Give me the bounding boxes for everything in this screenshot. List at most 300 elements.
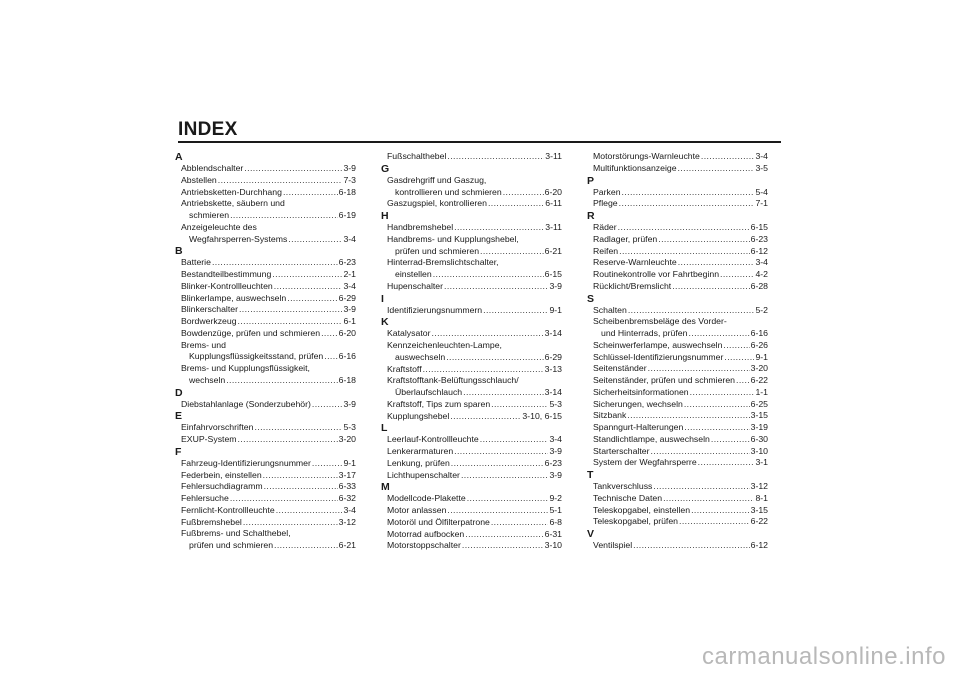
dot-leader [619,198,755,210]
dot-leader [423,364,544,376]
dot-leader [491,517,549,529]
dot-leader [467,493,549,505]
index-entry-line [387,399,562,411]
page-reference: 6-23 [544,457,562,468]
index-term: Technische Daten [593,492,663,503]
index-entry [387,175,562,199]
index-entry [181,293,356,305]
page-reference: 3-14 [544,387,562,397]
index-entry-line [593,540,768,552]
index-entry-line [181,304,356,316]
dot-leader [283,187,338,199]
index-entry-line [181,222,356,234]
index-term: Teleskopgabel, prüfen [593,516,679,527]
index-letter-heading: R [587,210,595,222]
index-entry [593,387,768,399]
index-letter-heading: B [175,245,183,258]
page-reference: 3-11 [545,222,562,232]
index-term: Reserve-Warnleuchte [593,257,677,268]
index-entry-line [181,234,356,246]
page-reference: 9-2 [549,493,562,504]
page-reference: 5-3 [343,422,356,433]
index-entry [181,175,356,187]
index-entry-line [387,517,562,529]
page-reference: 6-29 [544,351,562,362]
index-entry-line [181,187,356,199]
index-term: auswechseln [395,351,446,362]
index-entry [181,481,356,493]
dot-leader [465,529,543,541]
page-reference: 6-31 [544,528,562,539]
index-term: System der Wegfahrsperre [593,457,697,468]
index-entry-line [593,234,768,246]
index-entry-line [593,375,768,387]
dot-leader [238,316,343,328]
index-entry-line [593,257,768,269]
index-term: Kraftstoff [387,363,422,374]
page-reference: 3-14 [544,328,562,339]
index-letter-heading: S [587,292,595,305]
dot-leader [658,234,749,246]
index-letter-heading: I [381,292,384,305]
dot-leader [736,375,750,387]
dot-leader [688,328,749,340]
page-reference: 6-15 [544,269,562,279]
page-reference: 3-1 [755,457,768,468]
dot-leader [288,234,342,246]
page-reference: 9-1 [343,457,356,468]
dot-leader [230,210,338,222]
dot-leader [243,517,338,529]
index-entry [593,198,768,210]
index-term: Handbrems- und Kupplungshebel, [387,233,519,244]
index-entry [181,340,356,364]
dot-leader [701,151,755,163]
dot-leader [461,470,549,482]
index-entry-line [593,516,768,528]
page-reference: 6-1 [343,316,356,326]
index-entry-line [387,540,562,552]
dot-leader [264,481,338,493]
page-reference: 3-4 [549,434,562,445]
index-entry-line [593,399,768,411]
index-term: Schalten [593,304,627,315]
index-letter-heading: T [587,469,594,481]
index-entry-line [181,540,356,552]
index-entry [387,364,562,376]
dot-leader [274,281,343,293]
index-term: schmieren [189,210,230,220]
index-entry [387,411,562,423]
index-term: Scheinwerferlampe, auswechseln [593,339,723,350]
index-term: prüfen und schmieren [395,245,480,256]
dot-leader [483,305,548,317]
index-entry [593,151,768,163]
dot-leader [462,540,544,552]
index-term: Einfahrvorschriften [181,422,254,433]
index-term: Kupplungshebel [387,410,450,421]
index-term: Wegfahrsperren-Systems [189,233,288,244]
index-entry [387,305,562,317]
index-column-1 [175,151,356,552]
index-entry [387,234,562,258]
dot-leader [663,493,754,505]
index-entry [387,328,562,340]
index-term: Blinkerschalter [181,304,238,315]
index-term: Sicherungen, wechseln [593,398,683,409]
dot-leader [450,411,521,423]
dot-leader [287,293,337,305]
page-reference: 6-16 [750,328,768,338]
index-entry-line [181,198,356,210]
index-entry [593,457,768,469]
page-reference: 3-12 [750,481,768,491]
index-entry [181,505,356,517]
dot-leader [312,458,343,470]
dot-leader [648,363,750,375]
page-reference: 3-19 [750,422,768,432]
index-entry-line [593,316,768,328]
page-reference: 3-11 [545,151,562,161]
dot-leader [651,446,750,458]
dot-leader [619,246,749,258]
index-entry [181,316,356,328]
index-term: Scheibenbremsbeläge des Vorder- [593,316,727,327]
index-entry [593,222,768,234]
index-term: Reifen [593,245,619,256]
index-entry [181,422,356,434]
dot-leader [238,434,338,446]
page-reference: 6-23 [750,233,768,244]
index-term: Routinekontrolle vor Fahrtbeginn [593,269,720,279]
index-term: Brems- und [181,339,226,350]
dot-leader [239,304,342,316]
index-entry [181,222,356,246]
index-term: Rücklicht/Bremslicht [593,280,672,291]
dot-leader [263,470,338,482]
index-term: Parken [593,186,621,197]
index-entry [593,163,768,175]
index-entry [181,458,356,470]
page-reference: 6-18 [338,374,356,385]
index-term: Bestandteilbestimmung [181,269,272,279]
index-letter-heading: D [175,386,183,399]
index-term: Fehlersuche [181,493,229,503]
index-entry-line [181,293,356,305]
page-reference: 3-9 [549,280,562,291]
index-term: Abstellen [181,174,217,185]
index-entry [387,529,562,541]
index-term: Ventilspiel [593,540,633,550]
dot-leader [254,422,342,434]
dot-leader [451,458,544,470]
dot-leader [244,163,342,175]
dot-leader [684,422,749,434]
index-entry-line [387,175,562,187]
index-term: Brems- und Kupplungsflüssigkeit, [181,363,310,373]
page-reference: 6-20 [544,186,562,197]
dot-leader [627,410,749,422]
index-entry-line [387,269,562,281]
index-entry-line [181,434,356,446]
index-term: Hupenschalter [387,280,444,291]
index-entry [181,434,356,446]
index-entry-line [181,505,356,517]
dot-leader [720,269,754,281]
dot-leader [672,281,749,293]
index-entry-line [593,363,768,375]
index-entry [181,304,356,316]
page-reference: 3-10, 6-15 [522,410,562,421]
dot-leader [684,399,750,411]
index-entry [181,517,356,529]
dot-leader [711,434,750,446]
index-entry-line [593,222,768,234]
index-term: Bordwerkzeug [181,316,237,326]
index-term: Fehlersuchdiagramm [181,481,263,492]
index-entry [387,493,562,505]
index-entry [593,316,768,340]
page-reference: 6-19 [338,210,356,220]
index-term: EXUP-System [181,434,237,444]
index-term: Spanngurt-Halterungen [593,422,684,432]
index-entry-line [181,257,356,269]
index-entry [181,281,356,293]
dot-leader [274,540,338,552]
page-reference: 3-4 [343,504,356,515]
index-entry-line [593,198,768,210]
page-reference: 7-1 [755,198,768,209]
page-reference: 6-30 [750,433,768,444]
page-reference: 5-2 [755,304,768,315]
index-entry [593,505,768,517]
index-entry-line [593,281,768,293]
index-letter-heading: K [381,316,389,329]
dot-leader [447,505,548,517]
index-entry-line [593,481,768,493]
page-reference: 6-23 [338,257,356,268]
index-term: Gaszugspiel, kontrollieren [387,198,487,209]
index-term: wechseln [189,374,226,385]
page-reference: 1-1 [755,386,768,397]
page-reference: 4-2 [755,269,768,279]
page-reference: 3-13 [544,363,562,374]
index-entry-line [387,364,562,376]
dot-leader [230,493,338,505]
index-entry-line [593,151,768,163]
index-entry [593,234,768,246]
index-entry [181,470,356,482]
index-term: Sicherheitsinformationen [593,386,689,397]
index-term: Motor anlassen [387,505,447,515]
index-term: Seitenständer, prüfen und schmieren [593,375,735,385]
index-term: Antriebsketten-Durchhang [181,186,282,197]
index-entry [387,399,562,411]
index-entry-line [593,457,768,469]
index-entry-line [593,493,768,505]
index-term: Modellcode-Plakette [387,493,466,504]
index-entry-line [387,151,562,163]
index-term: Überlaufschlauch [395,387,463,397]
page-reference: 6-33 [338,481,356,492]
index-term: Leerlauf-Kontrollleuchte [387,434,479,445]
page-title: INDEX [178,119,238,140]
index-term: Kennzeichenleuchten-Lampe, [387,340,502,350]
index-entry [593,434,768,446]
index-letter-heading: E [175,410,183,423]
index-entry-line [593,505,768,517]
index-entry-line [593,422,768,434]
index-entry-line [181,351,356,363]
index-entry-line [387,505,562,517]
index-term: Hinterrad-Bremslichtschalter, [387,257,499,268]
dot-leader [503,187,544,199]
page-reference: 6-22 [750,375,768,385]
page-reference: 6-29 [338,292,356,303]
index-entry [387,340,562,364]
dot-leader [491,399,548,411]
index-letter-heading: P [587,174,595,187]
page-reference: 3-17 [338,469,356,480]
index-entry-line [387,222,562,234]
page-reference: 3-10 [544,540,562,551]
index-entry [181,257,356,269]
index-term: Fußschalthebel [387,151,447,161]
page-reference: 3-9 [549,446,562,456]
dot-leader [724,352,754,364]
index-entry-line [387,281,562,293]
index-entry [593,246,768,258]
index-entry-line [387,375,562,387]
index-term: Multifunktionsanzeige [593,162,677,173]
dot-leader [488,198,544,210]
index-entry [593,481,768,493]
index-term: Diebstahlanlage (Sonderzubehör) [181,398,311,409]
index-entry [593,446,768,458]
index-term: Identifizierungsnummern [387,304,483,315]
index-entry-line [181,316,356,328]
index-entry [387,198,562,210]
index-letter-heading: F [175,445,182,458]
dot-leader [312,399,343,411]
index-entry-line [181,328,356,340]
dot-leader [653,481,749,493]
index-entry-line [181,422,356,434]
index-term: Antriebskette, säubern und [181,198,285,209]
dot-leader [276,505,343,517]
index-term: Motorstoppschalter [387,540,461,551]
index-entry-line [181,340,356,352]
index-entry-line [181,175,356,187]
page-reference: 6-8 [549,516,562,527]
index-entry-line [181,517,356,529]
dot-leader [691,505,750,517]
dot-leader [454,222,544,234]
index-entry [593,281,768,293]
index-term: Motorstörungs-Warnleuchte [593,151,700,161]
page-reference: 6-22 [750,516,768,527]
index-term: Räder [593,222,617,232]
page-reference: 9-1 [755,351,768,362]
page-reference: 6-16 [338,351,356,362]
page-reference: 8-1 [755,492,768,503]
index-term: Lenkung, prüfen [387,457,450,468]
index-entry [181,198,356,222]
index-term: Schlüssel-Identifizierungsnummer [593,351,724,362]
index-entry-line [593,410,768,422]
index-entry-line [387,434,562,446]
index-letter-heading: M [381,481,390,494]
index-entry [387,470,562,482]
index-entry [387,151,562,163]
index-entry [593,363,768,375]
dot-leader [463,387,543,399]
dot-leader [678,257,755,269]
index-term: Motorrad aufbocken [387,528,465,539]
index-entry-line [593,163,768,175]
index-entry [181,187,356,199]
index-term: Handbremshebel [387,222,454,232]
index-entry-line [387,328,562,340]
page-reference: 6-12 [750,245,768,256]
index-entry-line [387,340,562,352]
index-term: Radlager, prüfen [593,233,658,244]
page-reference: 3-9 [549,469,562,480]
index-entry [181,363,356,387]
index-term: Teleskopgabel, einstellen [593,504,691,515]
index-entry-line [593,187,768,199]
dot-leader [679,516,750,528]
index-entry [593,352,768,364]
dot-leader [321,328,338,340]
index-entry [593,516,768,528]
index-entry-line [593,434,768,446]
page-reference: 9-1 [549,304,562,315]
index-entry-line [387,352,562,364]
dot-leader [272,269,342,281]
dot-leader [633,540,749,552]
index-entry [593,340,768,352]
index-entry-line [387,305,562,317]
index-entry-line [181,528,356,540]
dot-leader [218,175,343,187]
index-entry [387,434,562,446]
index-term: Kraftstofftank-Belüftungsschlauch/ [387,375,519,386]
index-entry [181,493,356,505]
page-reference: 3-5 [755,162,768,173]
index-entry [387,517,562,529]
index-entry [181,528,356,552]
index-entry-line [593,446,768,458]
index-entry-line [387,411,562,423]
index-entry-line [593,352,768,364]
page-reference: 5-1 [549,505,562,515]
dot-leader [628,305,755,317]
index-term: Abblendschalter [181,163,244,173]
index-term: Blinkerlampe, auswechseln [181,292,287,303]
index-term: Kupplungsflüssigkeitsstand, prüfen [189,351,324,362]
index-letter-heading: A [175,151,183,163]
index-entry-line [593,269,768,281]
index-entry-line [181,375,356,387]
index-entry-line [387,257,562,269]
page-reference: 5-4 [755,186,768,197]
dot-leader [431,328,543,340]
page-reference: 6-21 [338,540,356,550]
index-term: Lichthupenschalter [387,469,460,480]
index-entry-line [387,529,562,541]
index-entry [387,446,562,458]
